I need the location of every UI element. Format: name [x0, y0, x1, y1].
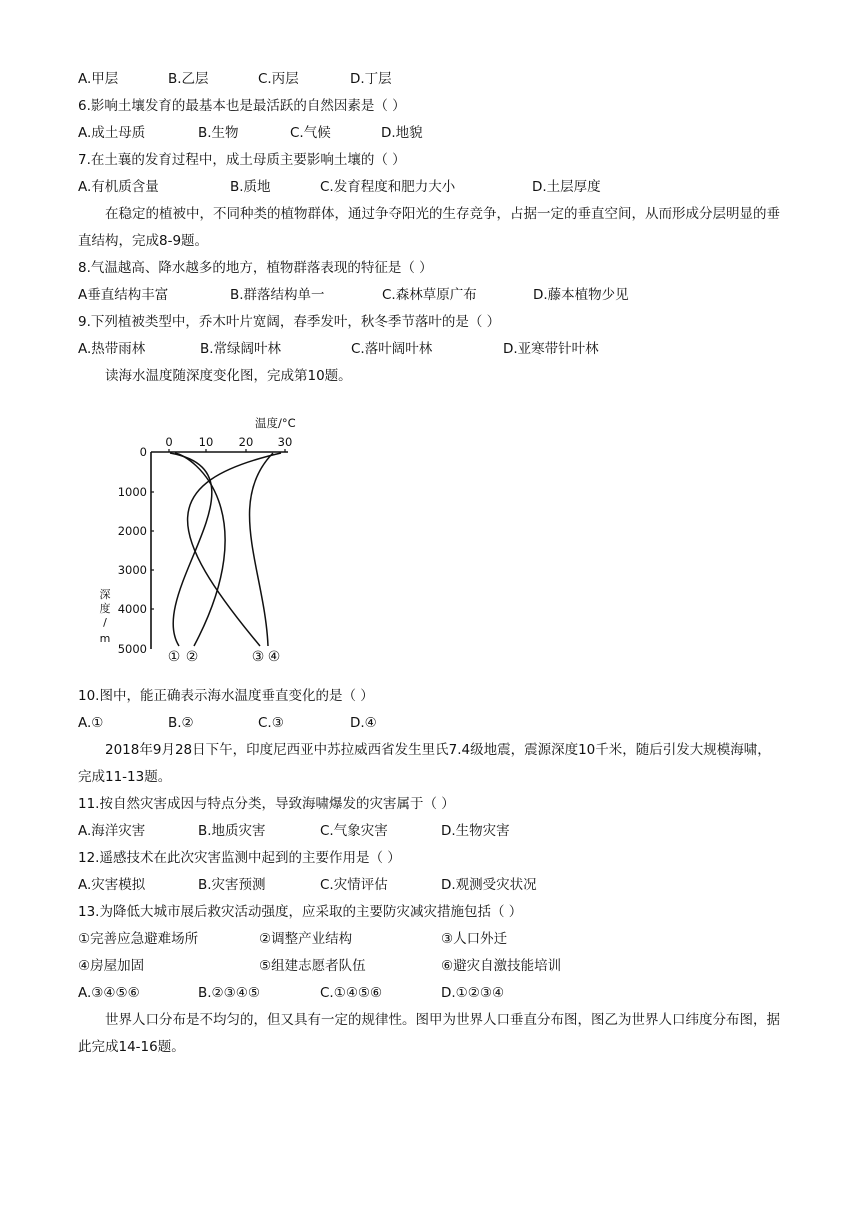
- curve-label-1: ①: [167, 649, 181, 665]
- q7-stem: 7.在土襄的发育过程中，成土母质主要影响土壤的（ ）: [78, 152, 406, 168]
- q7-option-b: B.质地: [230, 179, 271, 195]
- passage-14-16: 世界人口分布是不均匀的，但又具有一定的规律性。图甲为世界人口垂直分布图，图乙为世界人口纬度分布图，据此完成14-16题。: [78, 1012, 780, 1055]
- temp-axis-label: 温度/°C: [255, 416, 296, 430]
- q10-option-c: C.③: [258, 715, 284, 731]
- depth-tick: 3000: [117, 563, 147, 577]
- q6-option-c: C.气候: [290, 125, 331, 141]
- temp-tick: 20: [238, 435, 254, 449]
- q5-option-b: B.乙层: [168, 71, 209, 87]
- q8-option-b: B.群落结构单一: [230, 287, 325, 303]
- temp-tick: 0: [165, 435, 173, 449]
- depth-tick: 1000: [117, 485, 147, 499]
- temp-tick: 10: [198, 435, 214, 449]
- q10-stem: 10.图中，能正确表示海水温度垂直变化的是（ ）: [78, 688, 374, 704]
- q12-stem: 12.遥感技术在此次灾害监测中起到的主要作用是（ ）: [78, 850, 401, 866]
- depth-axis-label-4: m: [99, 632, 111, 645]
- depth-tick: 0: [139, 445, 147, 459]
- q8-option-d: D.藤本植物少见: [533, 287, 629, 303]
- depth-tick: 4000: [117, 602, 147, 616]
- q10-option-d: D.④: [350, 715, 377, 731]
- q12-option-d: D.观测受灾状况: [441, 877, 537, 893]
- q6-option-b: B.生物: [198, 125, 239, 141]
- q10-option-a: A.①: [78, 715, 104, 731]
- q13-stem: 13.为降低大城市展后救灾活动强度，应采取的主要防灾减灾措施包括（ ）: [78, 904, 523, 920]
- q13-option-b: B.②③④⑤: [198, 985, 260, 1001]
- q13-option-a: A.③④⑤⑥: [78, 985, 140, 1001]
- q11-option-d: D.生物灾害: [441, 823, 510, 839]
- q13-measure-3: ③人口外迁: [441, 931, 508, 947]
- q8-option-c: C.森林草原广布: [382, 287, 477, 303]
- q9-option-b: B.常绿阔叶林: [200, 341, 282, 357]
- q9-option-c: C.落叶阔叶林: [351, 341, 433, 357]
- q11-option-a: A.海洋灾害: [78, 823, 146, 839]
- q8-option-a: A垂直结构丰富: [78, 287, 169, 303]
- q12-option-b: B.灾害预测: [198, 877, 266, 893]
- q11-option-c: C.气象灾害: [320, 823, 388, 839]
- q7-option-c: C.发育程度和肥力大小: [320, 179, 456, 195]
- q9-option-d: D.亚寒带针叶林: [503, 341, 599, 357]
- q12-option-a: A.灾害模拟: [78, 877, 146, 893]
- q13-option-d: D.①②③④: [441, 985, 505, 1001]
- sea-temperature-depth-figure: [95, 412, 325, 674]
- sea-temperature-depth-chart: [95, 412, 325, 674]
- passage-8-9: 在稳定的植被中，不同种类的植物群体，通过争夺阳光的生存竞争，占据一定的垂直空间，从而形成分层明显的垂直结构，完成8-9题。: [78, 206, 780, 249]
- q5-option-a: A.甲层: [78, 71, 119, 87]
- passage-11-13: 2018年9月28日下午，印度尼西亚中苏拉威西省发生里氏7.4级地震，震源深度10千米，随后引发大规模海啸，完成11-13题。: [78, 742, 771, 785]
- q13-measure-4: ④房屋加固: [78, 958, 145, 974]
- q6-option-a: A.成土母质: [78, 125, 146, 141]
- q13-measure-2: ②调整产业结构: [259, 931, 353, 947]
- depth-tick: 2000: [117, 524, 147, 538]
- curve-2: [175, 453, 225, 646]
- q6-option-d: D.地貌: [381, 125, 423, 141]
- q13-measure-5: ⑤组建志愿者队伍: [259, 958, 366, 974]
- q12-option-c: C.灾情评估: [320, 877, 388, 893]
- q9-option-a: A.热带雨林: [78, 341, 146, 357]
- depth-axis-label-2: 度: [99, 602, 111, 615]
- curve-4: [250, 453, 273, 646]
- temp-tick: 30: [277, 435, 293, 449]
- q13-option-c: C.①④⑤⑥: [320, 985, 383, 1001]
- depth-tick: 5000: [117, 642, 147, 656]
- q9-stem: 9.下列植被类型中，乔木叶片宽阔，春季发叶，秋冬季节落叶的是（ ）: [78, 314, 501, 330]
- passage-10: 读海水温度随深度变化图，完成第10题。: [105, 368, 352, 384]
- depth-axis-label-3: /: [103, 616, 107, 629]
- q11-option-b: B.地质灾害: [198, 823, 266, 839]
- q13-measure-6: ⑥避灾自激技能培训: [441, 958, 562, 974]
- curve-1: [170, 453, 212, 646]
- q5-option-c: C.丙层: [258, 71, 299, 87]
- q6-stem: 6.影响土壤发育的最基本也是最活跃的自然因素是（ ）: [78, 98, 406, 114]
- curve-label-4: ④: [267, 649, 281, 665]
- q10-option-b: B.②: [168, 715, 194, 731]
- depth-axis-label-1: 深: [99, 588, 111, 601]
- q8-stem: 8.气温越高、降水越多的地方，植物群落表现的特征是（ ）: [78, 260, 433, 276]
- curve-3: [188, 453, 281, 646]
- curve-label-3: ③: [251, 649, 265, 665]
- q7-option-a: A.有机质含量: [78, 179, 159, 195]
- q7-option-d: D.土层厚度: [532, 179, 601, 195]
- q11-stem: 11.按自然灾害成因与特点分类，导致海啸爆发的灾害属于（ ）: [78, 796, 455, 812]
- curve-label-2: ②: [185, 649, 199, 665]
- q5-option-d: D.丁层: [350, 71, 392, 87]
- q13-measure-1: ①完善应急避难场所: [78, 931, 199, 947]
